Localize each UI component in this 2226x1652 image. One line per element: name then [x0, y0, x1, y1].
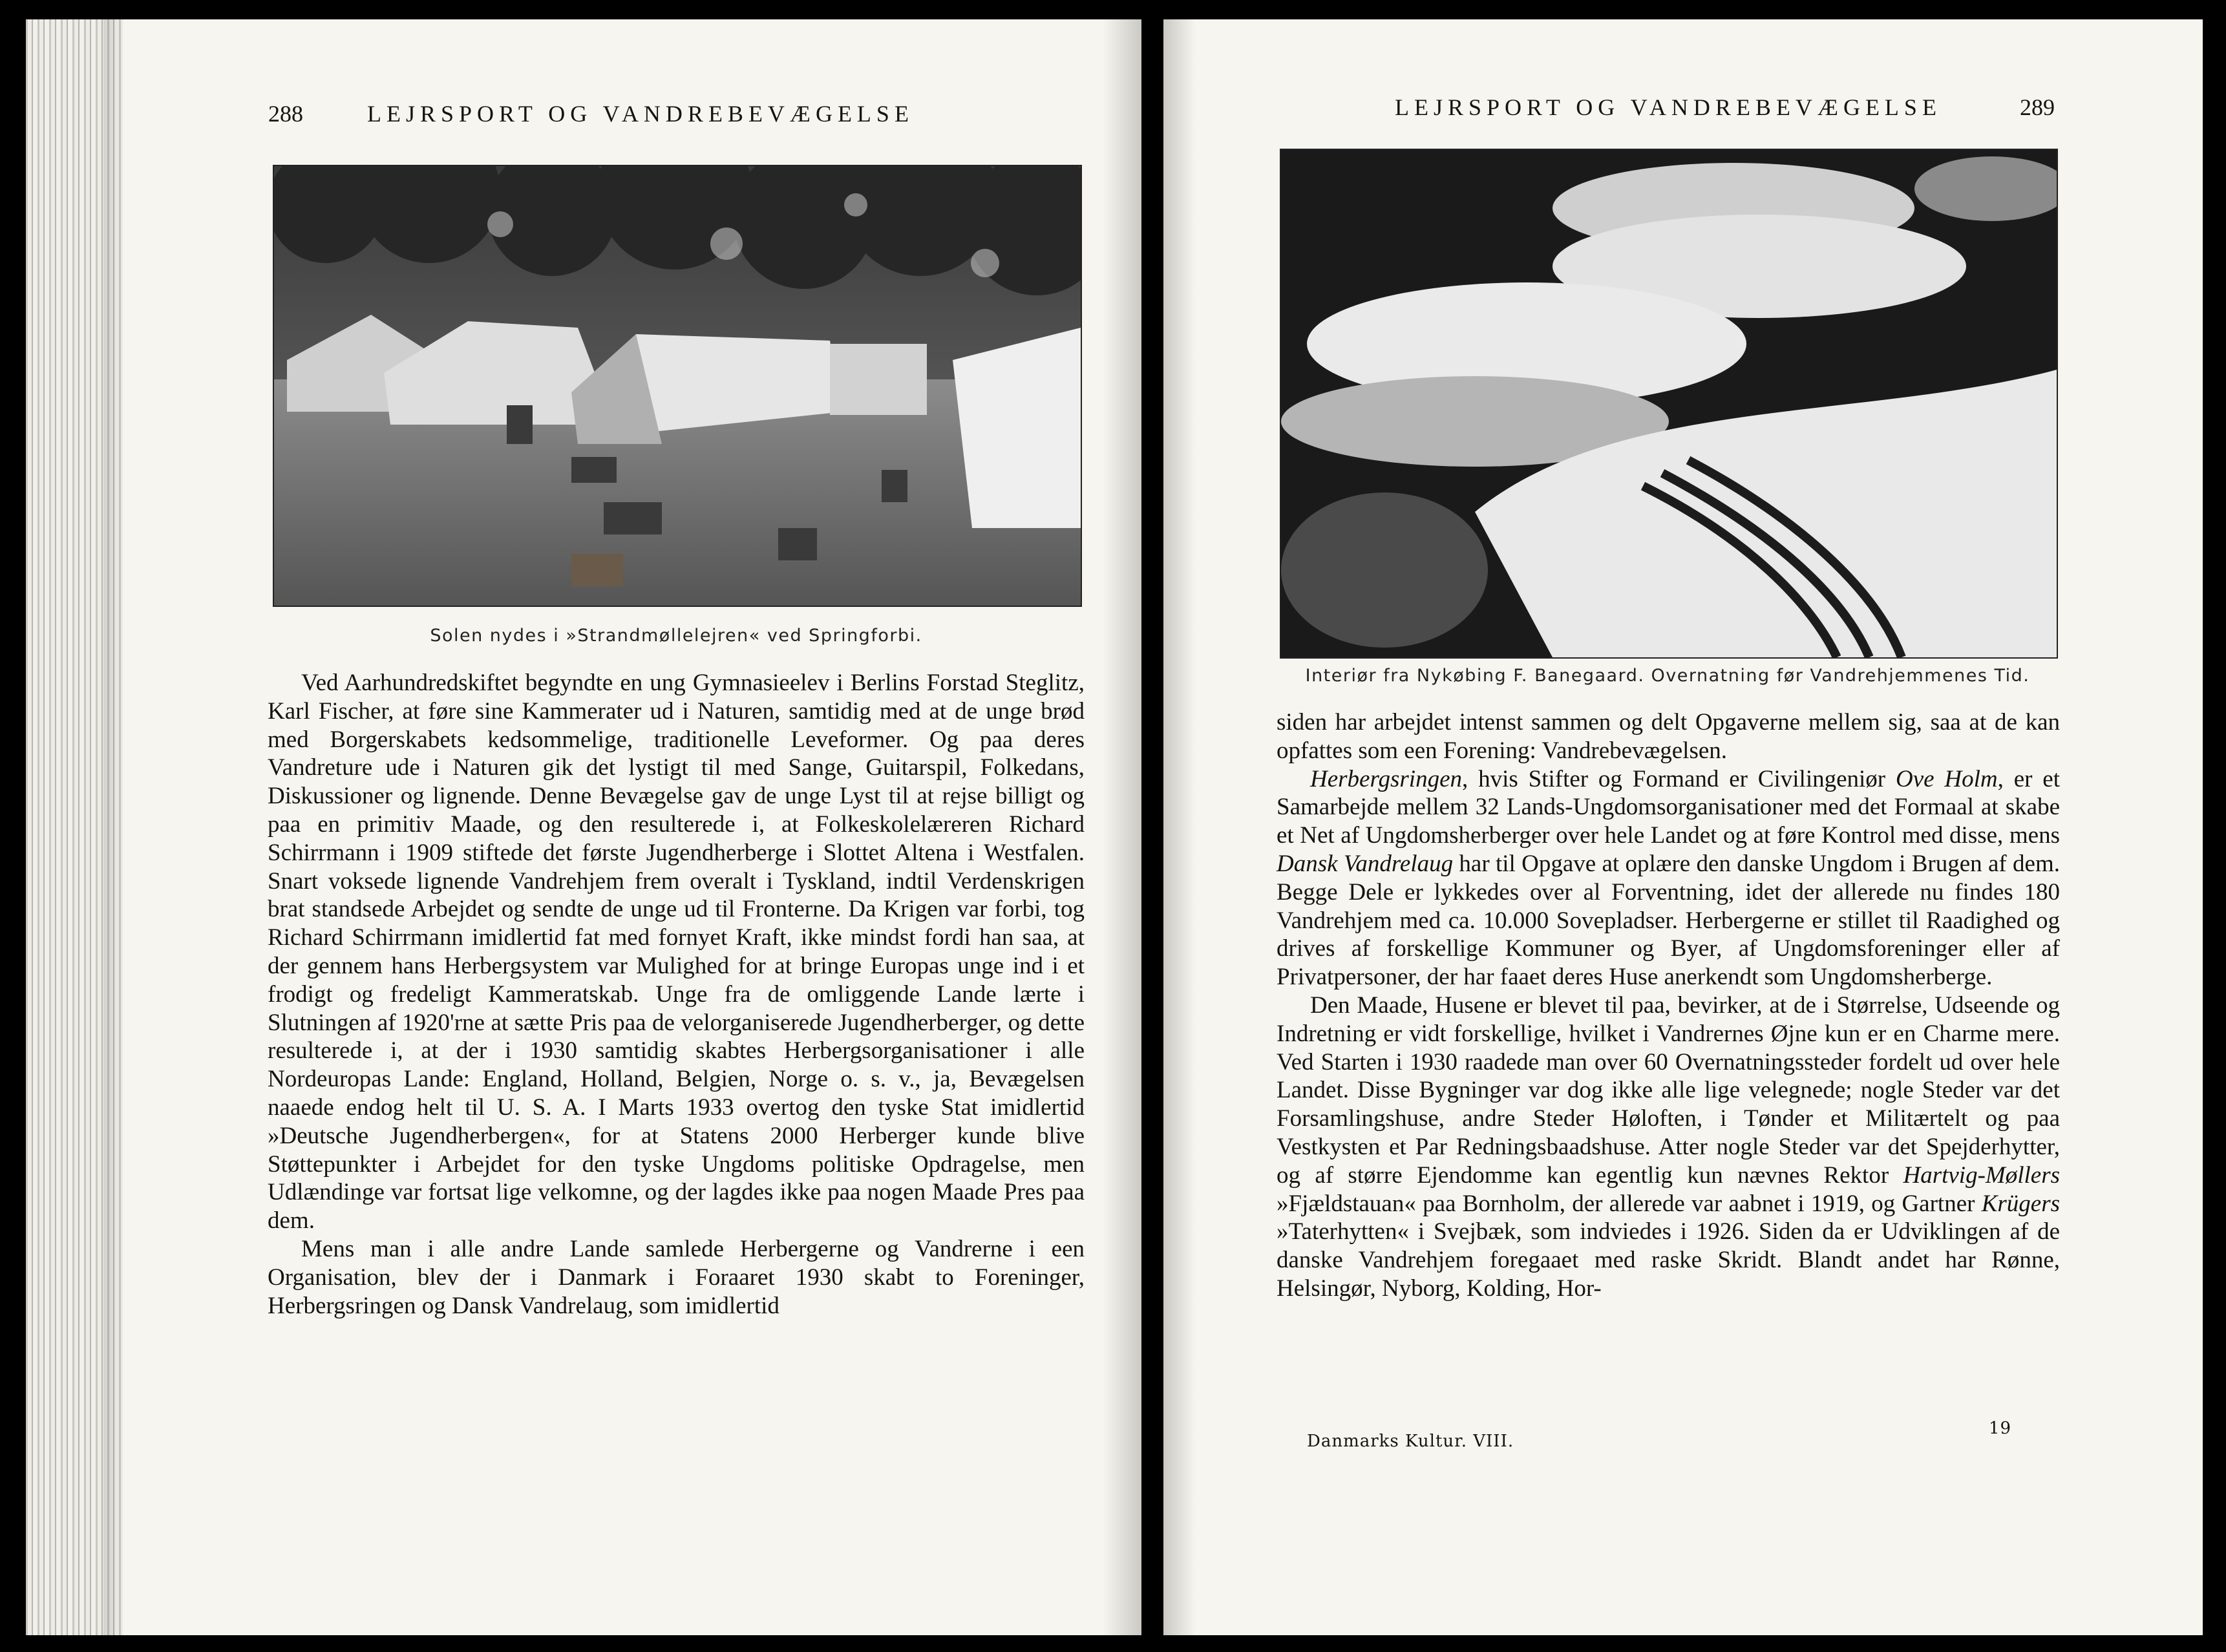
page-number-right: 289 — [2020, 94, 2055, 120]
text-run: har til Opgave at oplære den danske Ungdom i Brugen af dem. Begge Dele er lykkedes over al Forventning, idet der allerede nu findes 180 Vandrehjem med ca. 10.000 Sovepladser. Herbergerne er stillet til Raadighed og drives af forskellige Kommuner og Byer, af Ungdomsforeninger eller af Privatpersoner, der har faaet deres Huse anerkendt som Ungdomsherberge. — [1277, 850, 2060, 991]
running-head-right: LEJRSPORT OG VANDREBEVÆGELSE — [1395, 94, 1942, 120]
org-name-herbergsringen: Herbergsringen — [1310, 765, 1462, 792]
camp-photo-image — [274, 166, 1081, 606]
body-text-left — [268, 669, 1085, 1320]
text-run: »Fjældstauan« paa Bornholm, der allerede var aabnet i 1919, og Gartner — [1277, 1190, 1982, 1217]
page-edges — [26, 19, 123, 1635]
text-run: , er et Samarbejde mellem 32 Lands-Ungdomsorganisationer med det Formaal at skabe et Net af Ungdomsherberger over hele Landet og at føre Kontrol med disse, mens — [1277, 765, 2061, 849]
gutter-shadow — [1163, 19, 1196, 1635]
paragraph: Ved Aarhundredskiftet begyndte en ung Gymnasieelev i Berlins Forstad Steglitz, Karl Fischer, at føre sine Kammerater ud i Naturen, samtidig med at de unge brød med Borgerskabets kedsommelige, traditionelle Leveformer. Og paa deres Vandreture ude i Naturen gik det lystigt til med Sange, Guitarspil, Folkedans, Diskussioner og lignende. Denne Bevægelse gav de unge Lyst til at rejse billigt og paa en primitiv Maade, og den resulterede i, at Folkeskolelæreren Richard Schirrmann i 1909 stiftede det første Jugendherberge i Slottet Altena i Westfalen. Snart voksede lignende Vandrehjem frem overalt i Tyskland, indtil Verdenskrigen brat standsede Arbejdet og sendte de unge ud til Fronterne. Da Krigen var forbi, tog Richard Schirrmann imidlertid fat med fornyet Kraft, ikke mindst fordi han saa, at der gennem hans Herbergsystem var Mulighed for at bringe Europas unge ind i et frodigt og fredeligt Kammeratskab. Unge fra de omliggende Lande lærte i Slutningen af 1920'rne at sætte Pris paa de velorganiserede Jugendherberger, og dette resulterede i, at der i 1930 samtidig skabtes Herbergsorganisationer i alle Nordeuropas Lande: England, Holland, Belgien, Norge o. s. v., ja, Bevægelsen naaede endog helt til U. S. A. I Marts 1933 overtog den tyske Stat imidlertid »Deutsche Jugendherbergen«, for at Statens 2000 Herberger kunde blive Støttepunkter i Arbejdet for den tyske Ungdoms politiske Opdragelse, men Udlændinge var fortsat lige velkomne, og der lagdes ikke paa nogen Maade Pres paa dem. — [268, 670, 1085, 1234]
person-name-kruger: Krügers — [1981, 1190, 2060, 1217]
paragraph: Mens man i alle andre Lande samlede Herbergerne og Vandrerne i een Organisation, blev der i Danmark i Foraaret 1930 skabt to Foreninger, Herbergsringen og Dansk Vandrelaug, som imidlertid — [268, 1235, 1085, 1319]
person-name-ove-holm: Ove Holm — [1895, 765, 1998, 792]
left-page — [26, 19, 1141, 1635]
gutter-shadow — [1103, 19, 1141, 1635]
photo-caption-right: Interiør fra Nykøbing F. Banegaard. Overnatning før Vandrehjemmenes Tid. — [1305, 666, 2030, 686]
interior-photo-image — [1281, 150, 2057, 657]
right-page — [1163, 19, 2203, 1635]
paragraph — [1277, 991, 2060, 1303]
camp-photo — [273, 165, 1082, 607]
interior-photo — [1280, 149, 2058, 659]
body-text-right — [1277, 708, 2060, 1303]
text-run: , hvis Stifter og Formand er Civilingeniør — [1462, 765, 1896, 792]
paragraph — [1277, 765, 2060, 991]
text-run: Den Maade, Husene er blevet til paa, bevirker, at de i Størrelse, Udseende og Indretning er vidt forskellige, hvilket i Vandrernes Øjne kun er en Charme mere. Ved Starten i 1930 raadede man over 60 Overnatningssteder fordelt ud over hele Landet. Disse Bygninger var dog ikke alle lige velegnede; nogle Steder var det Forsamlingshuse, andre Steder Høloften, i Tønder et Militærtelt og paa Vestkysten et Par Redningsbaadshuse. Atter nogle Steder var det Spejderhytter, og af større Ejendomme kan egentlig kun nævnes Rektor — [1277, 991, 2060, 1189]
text-run: »Taterhytten« i Svejbæk, som indviedes i 1926. Siden da er Udviklingen af de danske Vandrehjem foregaaet med raske Skridt. Blandt andet har Rønne, Helsingør, Nyborg, Kolding, Hor- — [1277, 1218, 2060, 1302]
photo-caption-left: Solen nydes i »Strandmøllelejren« ved Springforbi. — [430, 626, 922, 646]
page-number-left: 288 — [268, 101, 303, 127]
footer-sheet-number: 19 — [1989, 1419, 2012, 1438]
paragraph: siden har arbejdet intenst sammen og delt Opgaverne mellem sig, saa at de kan opfattes som een Forening: Vandrebevægelsen. — [1277, 709, 2060, 764]
running-head-left: LEJRSPORT OG VANDREBEVÆGELSE — [367, 101, 914, 127]
footer-signature: Danmarks Kultur. VIII. — [1307, 1432, 1514, 1451]
person-name-hartvig-moller: Hartvig-Møllers — [1903, 1161, 2060, 1189]
org-name-dansk-vandrelaug: Dansk Vandrelaug — [1277, 850, 1454, 877]
